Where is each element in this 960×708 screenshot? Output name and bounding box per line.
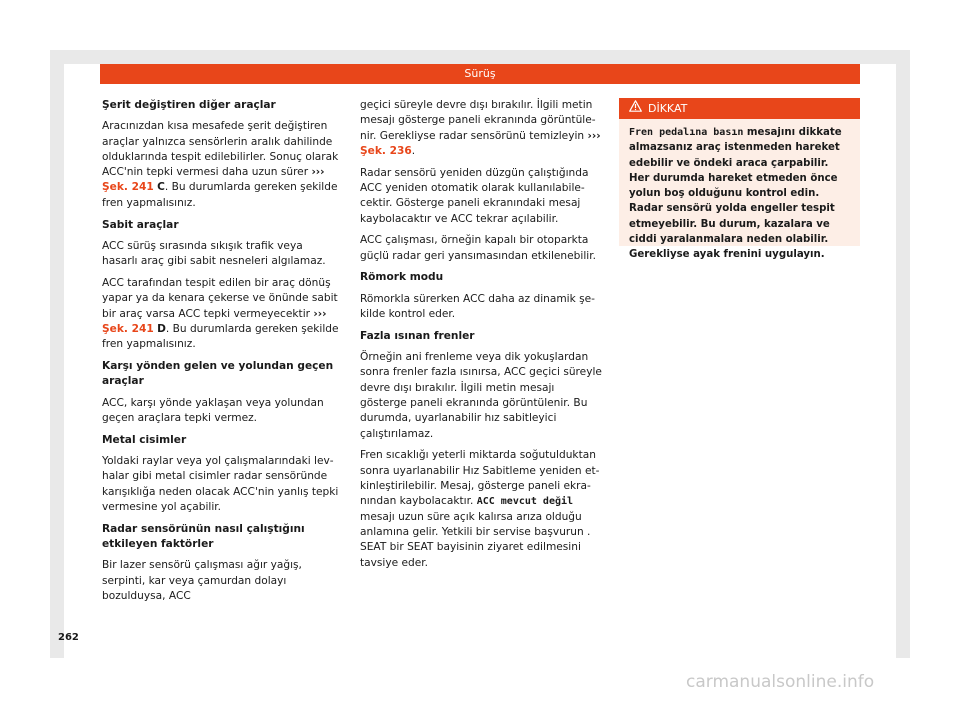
- heading-brakes: Fazla ısınan frenler: [360, 329, 475, 342]
- heading-stationary: Sabit araçlar: [102, 218, 179, 231]
- figure-link[interactable]: Şek. 241: [102, 181, 154, 194]
- watermark: carmanualsonline.info: [686, 672, 875, 692]
- page-number: 262: [58, 632, 79, 643]
- arrow-marker: ›››: [311, 166, 325, 179]
- message-code: ACC mevcut değil: [476, 496, 574, 508]
- warning-box: [619, 98, 860, 261]
- paragraph-lane-change: Aracınızdan kısa mesafede şerit değiştiren araçlar yalnızca sensörlerin aralık dahilinde olduklarında tespit edilebilirler. Sonuç olarak ACC'nin tepki vermesi daha uzun sürer ››› Şek. 241 C. Bu durumlarda gereken şekilde fren yapmalısınız.: [102, 120, 339, 209]
- paragraph-radar-factors: Bir lazer sensörü çalışması ağır yağış, serpinti, kar veya çamurdan dolayı bozulduysa, ACC: [102, 559, 302, 602]
- paragraph-metal: Yoldaki raylar veya yol çalışmalarındaki levhalar gibi metal cisimler radar sensöründe karışıklığa neden olacak ACC'nin yanlış tepki vermesine yol açabilir.: [102, 454, 339, 513]
- heading-trailer: Römork modu: [360, 271, 444, 284]
- message-code: Fren pedalına basın: [629, 127, 744, 138]
- arrow-marker: ›››: [587, 129, 601, 142]
- warning-triangle-icon: [629, 98, 642, 119]
- paragraph-stationary-2: ACC tarafından tespit edilen bir araç dönüş yapar ya da kenara çekerse ve önünde sabit bir araç varsa ACC tepki vermeyecektir ››› Şek. 241 D. Bu durumlarda gereken şekilde fren yapmalısınız.: [102, 276, 339, 351]
- paragraph-radar-restore: Radar sensörü yeniden düzgün çalıştığında ACC yeniden otomatik olarak kullanılabilecektir. Gösterge paneli ekranındaki mesaj kaybolacaktır ve ACC tekrar açılabilir.: [360, 166, 589, 225]
- column-left: [102, 98, 340, 611]
- paragraph-brakes-2: Fren sıcaklığı yeterli miktarda soğutulduktan sonra uyarlanabilir Hız Sabitleme yeniden etkinleştirilebilir. Mesaj, gösterge paneli ekranından kaybolacaktır. ACC mevcut değil mesajı uzun süre açık kalırsa arıza olduğu anlamına gelir. Yetkili bir servise başvurun . SEAT bir SEAT bayisinin ziyaret edilmesini tavsiye eder.: [360, 449, 600, 569]
- section-header: Sürüş: [100, 64, 860, 84]
- arrow-marker: ›››: [313, 307, 327, 320]
- heading-oncoming: Karşı yönden gelen ve yolundan geçen araçlar: [102, 359, 334, 388]
- figure-link[interactable]: Şek. 241: [102, 322, 154, 335]
- paragraph-cleaning: geçici süreyle devre dışı bırakılır. İlgili metin mesajı gösterge paneli ekranında görüntülenir. Gerekliyse radar sensörünü temizleyin ››› Şek. 236.: [360, 99, 601, 157]
- paragraph-trailer: Römorkla sürerken ACC daha az dinamik şekilde kontrol eder.: [360, 292, 595, 321]
- warning-header: [619, 98, 860, 119]
- warning-text: Fren pedalına basın mesajını dikkate almazsanız araç istenmeden hareket edebilir ve öndeki araca çarpabilir. Her durumda hareket etmeden önce yolun boş olduğunu kontrol edin. Radar sensörü yolda engeller tespit etmeyebilir. Bu durum, kazalara ve ciddi yaralanmalara neden olabilir. Gerekliyse ayak frenini uygulayın.: [629, 127, 842, 261]
- paragraph-parking: ACC çalışması, örneğin kapalı bir otoparkta güçlü radar geri yansımasından etkilenebilir.: [360, 234, 596, 262]
- heading-lane-change: Şerit değiştiren diğer araçlar: [102, 99, 276, 111]
- column-middle: [360, 98, 602, 577]
- paragraph-brakes-1: Örneğin ani frenleme veya dik yokuşlardan sonra frenler fazla ısınırsa, ACC geçici süreyle devre dışı bırakılır. İlgili metin mesajı gösterge paneli ekranında görüntülenir. Bu durumda, uyarlanabilir hız sabitleyici çalıştırılamaz.: [360, 351, 602, 440]
- paragraph-oncoming: ACC, karşı yönde yaklaşan veya yolundan geçen araçlara tepki vermez.: [102, 396, 324, 424]
- warning-title: DİKKAT: [648, 102, 688, 115]
- figure-link[interactable]: Şek. 236: [360, 144, 412, 157]
- heading-metal: Metal cisimler: [102, 433, 187, 446]
- paragraph-stationary-1: ACC sürüş sırasında sıkışık trafik veya hasarlı araç gibi sabit nesneleri algılamaz.: [102, 239, 326, 268]
- heading-radar-factors: Radar sensörünün nasıl çalıştığını etkileyen faktörler: [102, 522, 305, 550]
